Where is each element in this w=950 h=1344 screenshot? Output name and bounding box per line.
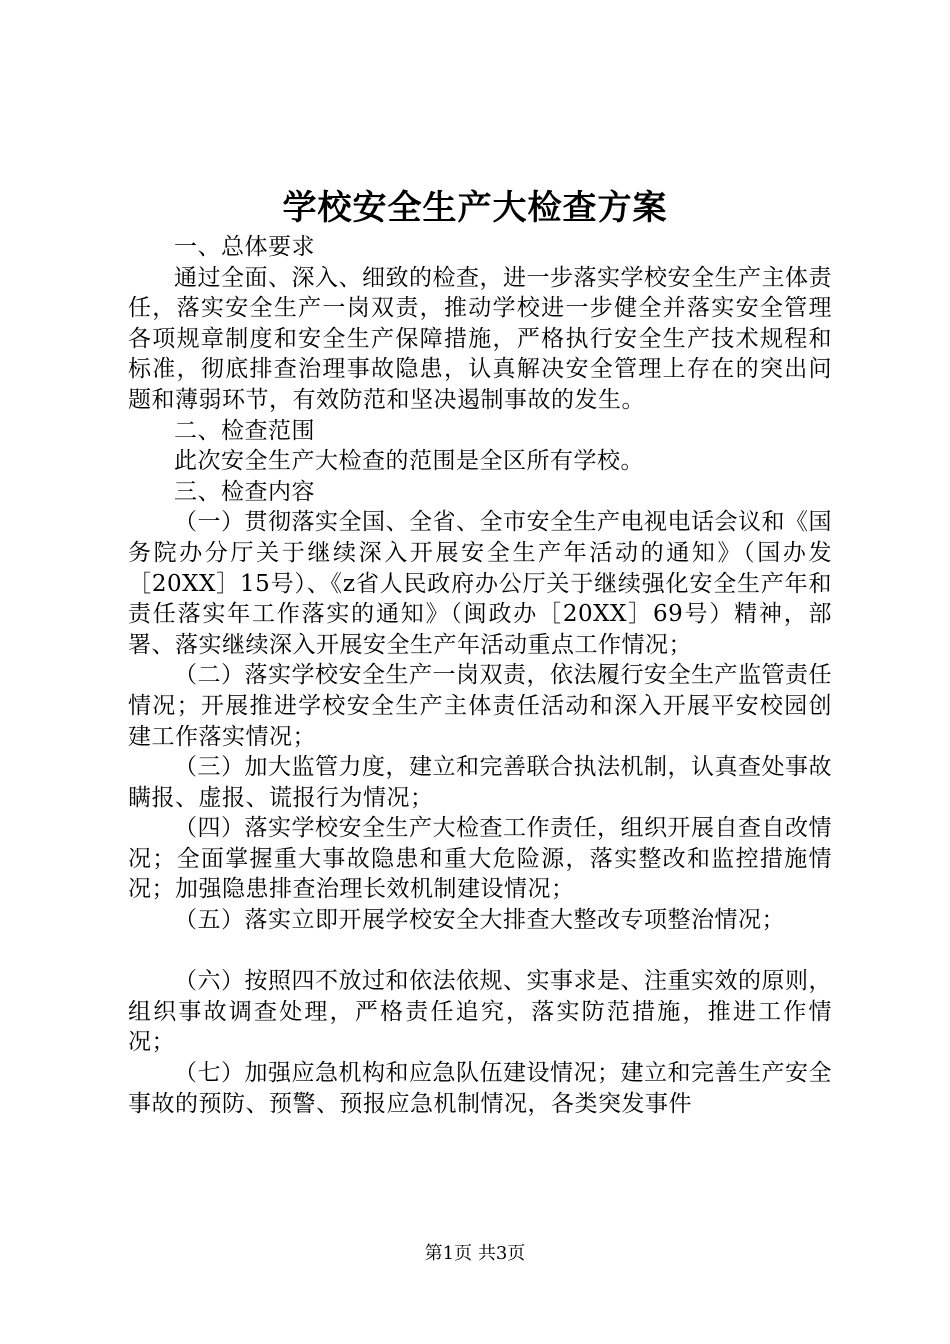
list-item: （七）加强应急机构和应急队伍建设情况；建立和完善生产安全事故的预防、预警、预报应急机制情况，各类突发事件	[128, 1060, 832, 1117]
section-heading: 三、检查内容	[174, 478, 315, 505]
list-item: （二）落实学校安全生产一岗双责，依法履行安全生产监管责任情况；开展推进学校安全生产主体责任活动和深入开展平安校园创建工作落实情况；	[128, 662, 832, 750]
paragraph: 此次安全生产大检查的范围是全区所有学校。	[174, 448, 644, 475]
list-item: （四）落实学校安全生产大检查工作责任，组织开展自查自改情况；全面掌握重大事故隐患和重大危险源，落实整改和监控措施情况；加强隐患排查治理长效机制建设情况；	[128, 815, 832, 903]
list-item: （六）按照四不放过和依法依规、实事求是、注重实效的原则，组织事故调查处理，严格责任追究，落实防范措施，推进工作情况；	[128, 968, 832, 1056]
section-heading: 一、总体要求	[174, 234, 315, 260]
section-heading: 二、检查范围	[174, 417, 315, 444]
list-item: （一）贯彻落实全国、全省、全市安全生产电视电话会议和《国务院办分厅关于继续深入开展安全生产年活动的通知》（国办发［20XX］15号）、《z省人民政府办公厅关于继续强化安全生产年和责任落实年工作落实的通知》（闽政办［20XX］69号）精神，部署、落实继续深入开展安全生产年活动重点工作情况；	[128, 509, 832, 658]
list-item: （三）加大监管力度，建立和完善联合执法机制，认真查处事故瞒报、虚报、谎报行为情况；	[128, 754, 832, 811]
page-title: 学校安全生产大检查方案	[282, 188, 668, 228]
page-number: 第1页 共3页	[424, 1243, 526, 1264]
list-item: （五）落实立即开展学校安全大排查大整改专项整治情况；	[174, 907, 785, 934]
paragraph: 通过全面、深入、细致的检查，进一步落实学校安全生产主体责任，落实安全生产一岗双责，推动学校进一步健全并落实安全管理各项规章制度和安全生产保障措施，严格执行安全生产技术规程和标准，彻底排查治理事故隐患，认真解决安全管理上存在的突出问题和薄弱环节，有效防范和坚决遏制事故的发生。	[128, 264, 832, 413]
document-body	[128, 232, 832, 1119]
